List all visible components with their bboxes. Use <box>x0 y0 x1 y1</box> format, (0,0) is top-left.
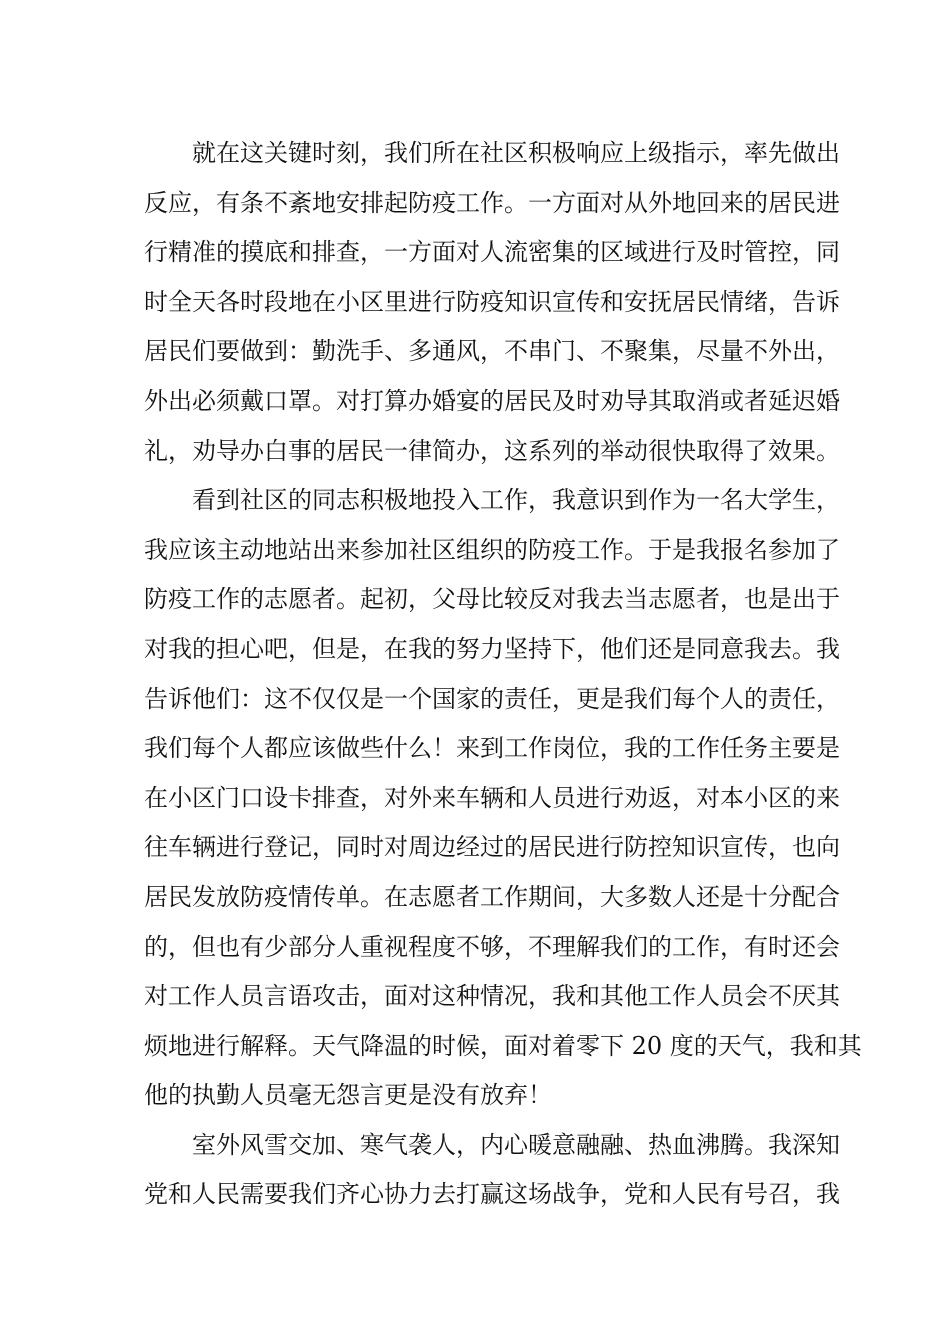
paragraph-3-line-1: 室外风雪交加、寒气袭人，内心暖意融融、热血沸腾。我深知 <box>192 1130 840 1159</box>
paragraph-1-line-7: 礼，劝导办白事的居民一律简办，这系列的举动很快取得了效果。 <box>144 436 840 465</box>
paragraph-2-line-1: 看到社区的同志积极地投入工作，我意识到作为一名大学生， <box>192 486 840 515</box>
paragraph-1-line-3: 行精准的摸底和排查，一方面对人流密集的区域进行及时管控，同 <box>144 238 840 267</box>
paragraph-1-line-5: 居民们要做到：勤洗手、多通风，不串门、不聚集，尽量不外出， <box>144 337 840 366</box>
paragraph-2-line-11: 对工作人员言语攻击，面对这种情况，我和其他工作人员会不厌其 <box>144 982 840 1011</box>
paragraph-2-line-13: 他的执勤人员毫无怨言更是没有放弃！ <box>144 1081 552 1110</box>
paragraph-1-line-4: 时全天各时段地在小区里进行防疫知识宣传和安抚居民情绪，告诉 <box>144 287 840 316</box>
paragraph-2-line-12: 烦地进行解释。天气降温的时候，面对着零下 20 度的天气，我和其 <box>144 1031 862 1060</box>
document-body <box>144 129 862 1220</box>
paragraph-1-line-2: 反应，有条不紊地安排起防疫工作。一方面对从外地回来的居民进 <box>144 188 840 217</box>
paragraph-2-line-8: 往车辆进行登记，同时对周边经过的居民进行防控知识宣传，也向 <box>144 833 840 862</box>
paragraph-3-line-2: 党和人民需要我们齐心协力去打赢这场战争，党和人民有号召，我 <box>144 1180 840 1209</box>
paragraph-1-line-6: 外出必须戴口罩。对打算办婚宴的居民及时劝导其取消或者延迟婚 <box>144 386 840 415</box>
paragraph-2-line-4: 对我的担心吧，但是，在我的努力坚持下，他们还是同意我去。我 <box>144 634 840 663</box>
paragraph-2-line-5: 告诉他们：这不仅仅是一个国家的责任，更是我们每个人的责任， <box>144 684 840 713</box>
paragraph-2-line-10: 的，但也有少部分人重视程度不够，不理解我们的工作，有时还会 <box>144 932 840 961</box>
paragraph-2-line-3: 防疫工作的志愿者。起初，父母比较反对我去当志愿者，也是出于 <box>144 585 840 614</box>
paragraph-1-line-1: 就在这关键时刻，我们所在社区积极响应上级指示，率先做出 <box>192 139 840 167</box>
paragraph-2-line-9: 居民发放防疫情传单。在志愿者工作期间，大多数人还是十分配合 <box>144 882 840 911</box>
paragraph-2-line-2: 我应该主动地站出来参加社区组织的防疫工作。于是我报名参加了 <box>144 535 840 564</box>
paragraph-2-line-6: 我们每个人都应该做些什么！来到工作岗位，我的工作任务主要是 <box>144 734 840 763</box>
paragraph-2-line-7: 在小区门口设卡排查，对外来车辆和人员进行劝返，对本小区的来 <box>144 783 840 812</box>
